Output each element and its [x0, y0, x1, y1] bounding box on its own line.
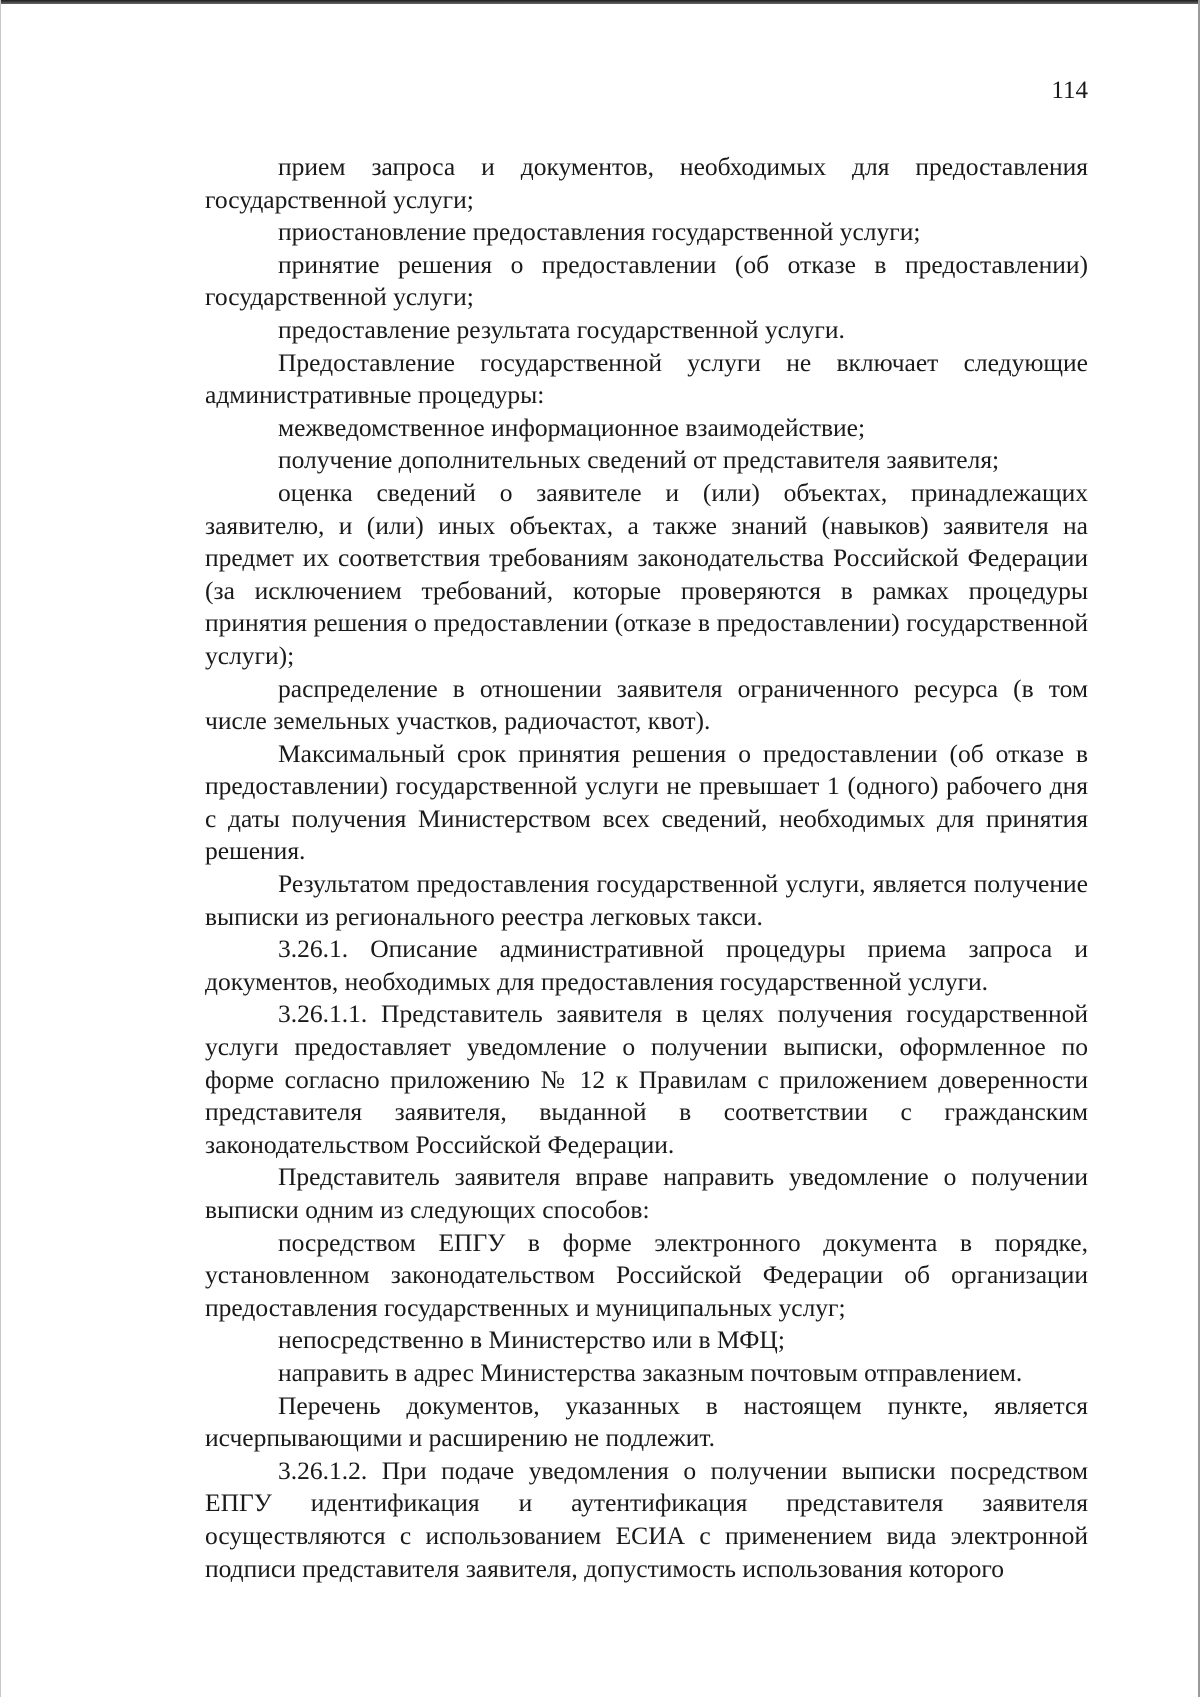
paragraph: направить в адрес Министерства заказным почтовым отправлением. [278, 1357, 1023, 1387]
paragraph: получение дополнительных сведений от представителя заявителя; [278, 445, 1000, 475]
paragraph: Перечень документов, указанных в настоящем пункте, является исчерпывающими и расширению не подлежит. [205, 1390, 1088, 1453]
paragraph: распределение в отношении заявителя ограниченного ресурса (в том числе земельных участков, радиочастот, квот). [205, 673, 1088, 736]
paragraph: 3.26.1. Описание административной процедуры приема запроса и документов, необходимых для предоставления государственной услуги. [205, 934, 1088, 996]
paragraph: Результатом предоставления государственной услуги, является получение выписки из регионального реестра легковых такси. [205, 869, 1088, 931]
paragraph: приостановление предоставления государственной услуги; [278, 217, 921, 247]
paragraph: Предоставление государственной услуги не включает следующие административные процедуры: [205, 347, 1088, 410]
paragraph: межведомственное информационное взаимодействие; [278, 412, 866, 442]
paragraph: Представитель заявителя вправе направить уведомление о получении выписки одним из следующих способов: [205, 1162, 1088, 1224]
paragraph: посредством ЕПГУ в форме электронного документа в порядке, установленном законодательством Российской Федерации об организации предоставления государственных и муниципальных услуг; [205, 1227, 1088, 1322]
paragraph: принятие решения о предоставлении (об отказе в предоставлении) государственной услуги; [205, 249, 1088, 312]
paragraph: прием запроса и документов, необходимых для предоставления государственной услуги; [205, 152, 1088, 214]
paragraph: 3.26.1.2. При подаче уведомления о получении выписки посредством ЕПГУ идентификация и аутентификация представителя заявителя осуществляются с использованием ЕСИА с применением вида электронной подписи представителя заявителя, допустимость использования которого [205, 1455, 1088, 1583]
scan-left-edge [0, 0, 1, 1697]
paragraph: оценка сведений о заявителе и (или) объектах, принадлежащих заявителю, и (или) иных объектах, а также знаний (навыков) заявителя на предмет их соответствия требованиям законодательства Российской Федерации (за исключением требований, которые проверяются в рамках процедуры принятия решения о предоставлении (отказе в предоставлении) государственной услуги); [205, 477, 1088, 670]
paragraph: Максимальный срок принятия решения о предоставлении (об отказе в предоставлении) государственной услуги не превышает 1 (одного) рабочего дня с даты получения Министерством всех сведений, необходимых для принятия решения. [205, 738, 1088, 866]
scan-top-edge [0, 0, 1200, 4]
paragraph: непосредственно в Министерство или в МФЦ; [278, 1325, 785, 1355]
document-body [205, 151, 1088, 1585]
page-number: 114 [1051, 77, 1088, 104]
paragraph: 3.26.1.1. Представитель заявителя в целях получения государственной услуги предоставляет уведомление о получении выписки, оформленное по форме согласно приложению № 12 к Правилам с приложением доверенности представителя заявителя, выданной в соответствии с гражданским законодательством Российской Федерации. [205, 999, 1088, 1159]
paragraph: предоставление результата государственной услуги. [278, 314, 845, 344]
